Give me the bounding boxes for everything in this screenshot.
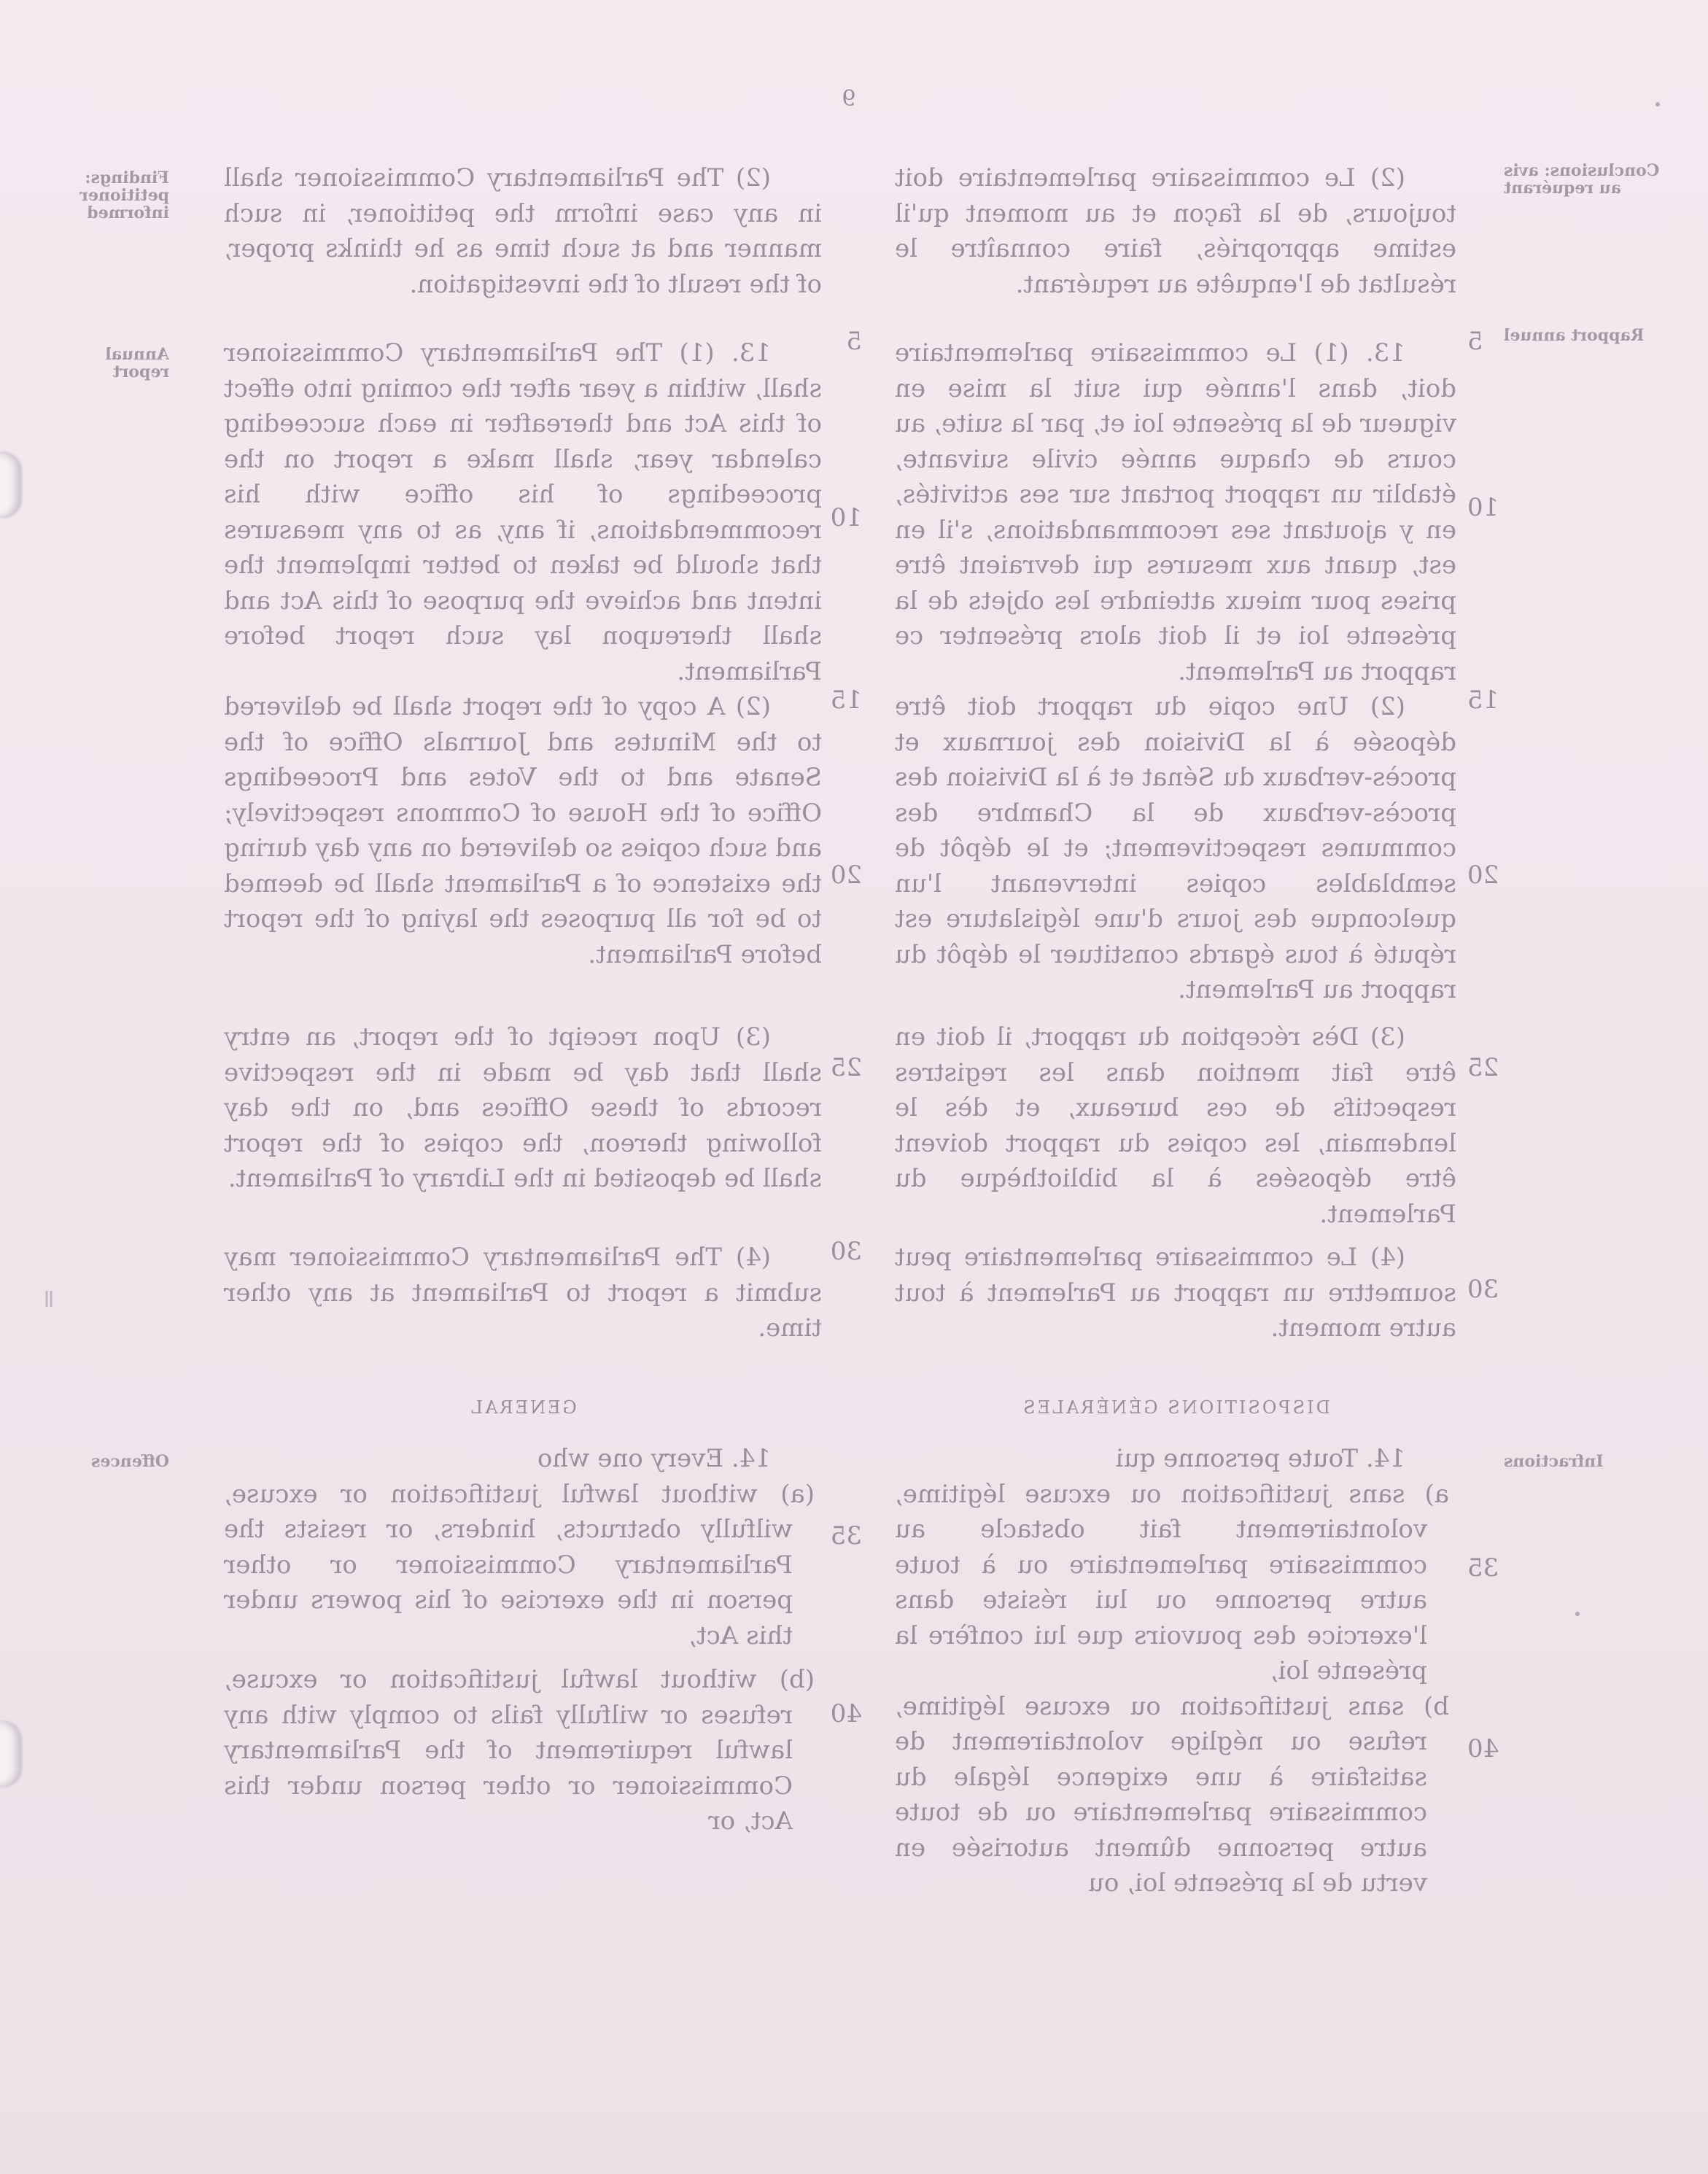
fr-section-14-b: b) sans justification ou excuse légitime, refuse ou néglige volontairement de satisfaire à une exigence légale du commissaire parlementaire ou de toute autre personne dûment autorisée en vertu de la présente loi, ou: [895, 1691, 1449, 1898]
line-number-10: 10: [830, 503, 862, 532]
en-section-14-a: (a) without lawful justification or excuse, wilfully obstructs, hinders, or resists the Parliamentary Commissioner or other person in the exercise of his powers under this Act,: [224, 1479, 815, 1650]
fr-section-13-2: (2) Une copie du rapport doit être déposée à la Division des journaux et procès-verbaux du Sénat et à la Division des procès-verbaux de la Chambre des communes respectivement; et le dépôt de semblables copies intervenant l'un quelconque des jours d'une législature est réputé à tous égards constituer le dépôt du rapport au Parlement.: [895, 692, 1456, 1004]
en-section-13-1: 13. (1) The Parliamentary Commissioner shall, within a year after the coming into effect of this Act and thereafter in each succeeding calendar year, shall make a report on the proceedings of his office with his recommendations, if any, as to any measures that should be taken to better implement the intent and achieve the purpose of this Act and shall thereupon lay such report before Parliament.: [224, 338, 822, 686]
fr-line-number-30: 30: [1467, 1275, 1499, 1304]
margin-note-offences: Offences: [91, 1452, 169, 1471]
fr-section-13-2-conclusions: (2) Le commissaire parlementaire doit toujours, de la façon et au moment qu'il estime appropriés, faire connaître le résultat de l'enquête au requérant.: [895, 163, 1456, 299]
line-number-5: 5: [846, 327, 862, 356]
fr-line-number-10: 10: [1467, 493, 1499, 522]
margin-note-conclusions: Conclusions: avis au requérant: [1504, 161, 1660, 198]
line-number-30: 30: [830, 1237, 862, 1266]
fr-line-number-25: 25: [1467, 1053, 1499, 1082]
fr-line-number-35: 35: [1467, 1553, 1499, 1583]
margin-note-annual-report: Annual report: [105, 345, 169, 381]
en-section-13-2: (2) A copy of the report shall be delivered to the Minutes and Journals Office of the Senate and to the Votes and Proceedings Office of the House of Commons respectively; and such copies so delivered on any day during the existence of a Parliament shall be deemed to be for all purposes the laying of the report before Parliament.: [224, 692, 822, 969]
fr-section-13-3: (3) Dès réception du rapport, il doit en être fait mention dans les registres respectifs de ces bureaux, et dès le lendemain, les copies du rapport doivent être déposées à la bibliothèque du Parlement.: [895, 1022, 1456, 1229]
line-number-25: 25: [830, 1053, 862, 1082]
french-column-other-time: [895, 1240, 1456, 1346]
french-column-offences: [895, 1441, 1456, 1901]
fr-line-number-5: 5: [1467, 327, 1483, 356]
margin-note-findings: Findings: petitioner informed: [79, 168, 169, 222]
fr-section-14: 14. Toute personne qui: [1115, 1444, 1405, 1473]
margin-note-infractions: Infractions: [1504, 1452, 1604, 1471]
paper-speck: [1575, 1612, 1580, 1616]
line-number-35: 35: [830, 1521, 862, 1550]
fr-line-number-20: 20: [1467, 861, 1499, 890]
fr-heading-general: DISPOSITIONS GÉNÉRALES: [1021, 1397, 1330, 1418]
en-section-13-2-findings: (2) The Parliamentary Commissioner shall in any case inform the petitioner, in such manner and at such time as he thinks proper, of the result of the investigation.: [224, 163, 822, 299]
fr-section-13-1: 13. (1) Le commissaire parlementaire doit, dans l'année qui suit la mise en vigueur de la présente loi et, par la suite, au cours de chaque année civile suivante, établir un rapport portant sur ses activités, en y ajoutant ses recommandations, s'il en est, quant aux mesures qui devraient être prises pour mieux atteindre les objets de la présente loi et il doit alors présenter ce rapport au Parlement.: [895, 338, 1456, 686]
english-column-offences: [224, 1441, 822, 1839]
margin-note-rapport-annuel: Rapport annuel: [1504, 326, 1645, 345]
english-column-receipt: [224, 1020, 822, 1197]
paper-mark: [44, 1289, 55, 1308]
fr-section-14-a: a) sans justification ou excuse légitime, volontairement fait obstacle au commissaire parlementaire ou à toute autre personne ou lui résiste dans l'exercice des pouvoirs que lui confère la présente loi,: [895, 1479, 1449, 1685]
en-section-13-3: (3) Upon receipt of the report, an entry shall that day be made in the respective records of these Offices and, on the day following thereon, the copies of the report shall be deposited in the Library of Parliament.: [224, 1022, 822, 1193]
french-column-receipt: [895, 1020, 1456, 1232]
line-number-15: 15: [830, 686, 862, 715]
english-column-annual: [224, 335, 822, 689]
page-number: 9: [842, 86, 856, 112]
line-number-20: 20: [830, 861, 862, 890]
french-column-annual: [895, 335, 1456, 689]
french-column-copies: [895, 689, 1456, 1008]
line-number-40: 40: [830, 1699, 862, 1728]
english-column-other-time: [224, 1240, 822, 1346]
en-section-13-4: (4) The Parliamentary Commissioner may submit a report to Parliament at any other time.: [224, 1243, 822, 1343]
fr-section-13-4: (4) Le commissaire parlementaire peut soumettre un rapport au Parlement à tout autre moment.: [895, 1243, 1456, 1343]
en-heading-general: GENERAL: [469, 1397, 577, 1418]
paper-speck: [1655, 102, 1660, 106]
en-section-14: 14. Every one who: [537, 1444, 771, 1473]
english-column: [224, 160, 822, 302]
french-column: [895, 160, 1456, 302]
en-section-14-b: (b) without lawful justification or excuse, refuses or wilfully fails to comply with any lawful requirement of the Parliamentary Commissioner or other person under this Act, or: [224, 1665, 815, 1836]
fr-line-number-15: 15: [1467, 686, 1499, 715]
english-column-copies: [224, 689, 822, 972]
fr-line-number-40: 40: [1467, 1734, 1499, 1763]
